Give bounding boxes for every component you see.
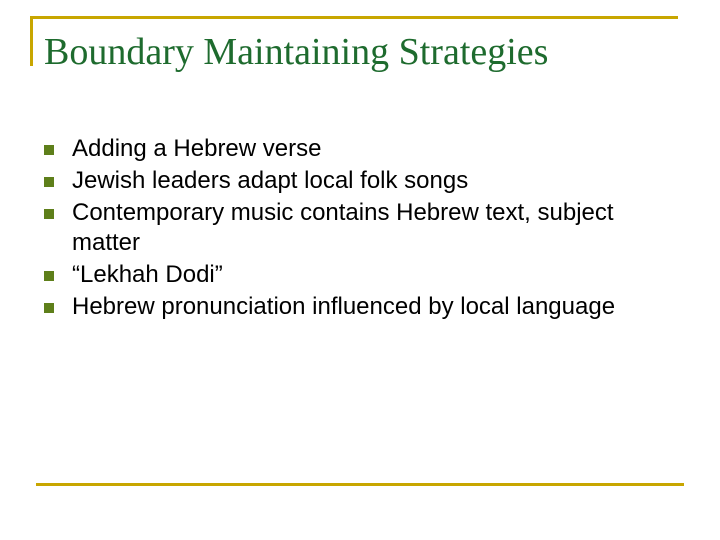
bullet-text: “Lekhah Dodi” <box>72 261 223 288</box>
square-bullet-icon <box>44 303 54 313</box>
bullet-text: Hebrew pronunciation influenced by local language <box>72 293 616 320</box>
square-bullet-icon <box>44 209 54 219</box>
bullet-item <box>44 134 654 164</box>
square-bullet-icon <box>44 271 54 281</box>
square-bullet-icon <box>44 177 54 187</box>
bullet-list <box>44 134 654 324</box>
title-frame-left-line <box>30 16 33 66</box>
bullet-item <box>44 166 654 196</box>
bullet-item <box>44 198 654 258</box>
square-bullet-icon <box>44 145 54 155</box>
bullet-item <box>44 260 654 290</box>
bullet-text: Contemporary music contains Hebrew text, subject matter <box>72 199 614 256</box>
slide-title: Boundary Maintaining Strategies <box>44 31 549 73</box>
footer-divider-line <box>36 483 684 486</box>
title-frame-top-line <box>30 16 678 19</box>
bullet-text: Adding a Hebrew verse <box>72 135 322 162</box>
bullet-text: Jewish leaders adapt local folk songs <box>72 167 469 194</box>
bullet-item <box>44 292 654 322</box>
